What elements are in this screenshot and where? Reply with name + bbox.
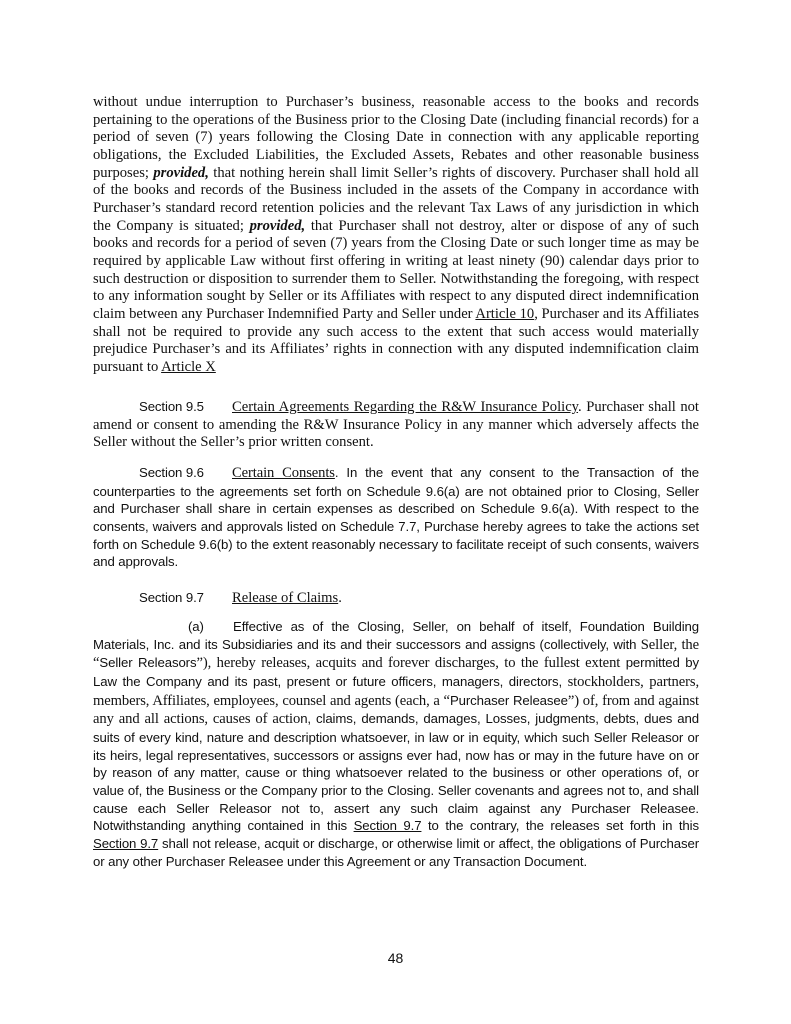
text-run: that nothing herein shall limit Seller’s rights of discovery. Purchaser shall hold all of the books and records of the Business included in the assets of the Company in accordance with Purchaser’s standard record retention policies and the relevant Tax Laws of any jurisdiction in which the Company is situated; — [93, 164, 699, 234]
text-run: Seller, the “ — [93, 636, 700, 672]
text-run: without undue interruption to Purchaser’s business, reasonable access to the books and records pertaining to the operations of the Business prior to the Closing Date (including financial records) for a period of seven (7) years following the Closing Date in connection with any applicable reporting obligations, the Excluded Liabilities, the Excluded Assets, Rebates and other reasonable business purposes; — [93, 94, 699, 181]
section-title: Release of Claims — [232, 590, 339, 606]
text-run: ”), hereby releases, acquits and forever discharges, to the fullest extent — [196, 655, 626, 672]
cross-reference-article-x[interactable]: Article X — [161, 358, 216, 375]
text-run: ”) of, from and against any and all actions, causes of actio — [93, 692, 700, 728]
text-run: n, claims, demands, damages, Losses, judgments, debts, dues and suits of every kind, nature and description whatsoever, in law or in equity, which such Seller Releasor or its heirs, legal representatives, successors or assigns ever had, now has or may in the future have on or by reason of any matter, cause or thing whatsoever related to the business or other operations of, or value of, the Business or the Company prior to the Closing. Seller covenants and agrees not to, and shall cause each Seller Releasor not to, assert any such claim against any Purchaser Releasee. Notwithstanding anything contained in this — [93, 711, 699, 834]
section-title: Certain Consents — [232, 465, 335, 481]
text-run: , Purchaser and its Affiliates shall not be required to provide any such access to the extent that such access would materially prejudice Purchaser’s and its Affiliates’ rights in connection with any disputed indemnification claim pursuant to — [93, 305, 699, 375]
section-9-5 — [93, 398, 699, 452]
section-title: Certain Agreements Regarding the R&W Insurance Policy — [232, 399, 579, 415]
defined-term: Purchaser Releasee — [449, 692, 568, 708]
section-9-6 — [93, 464, 699, 571]
text-run: Effective as of the Closing, Seller, on behalf of itself, Foundation Building Materials, Inc. and its Subsidiaries and its and their successors and assigns (collectively, with — [93, 619, 699, 652]
text-run: shall not release, acquit or discharge, or otherwise limit or affect, the obligations of Purchaser or any other Purchaser Releasee under this Agreement or any Transaction Document. — [93, 835, 700, 869]
cross-reference-article-10[interactable]: Article 10 — [475, 305, 535, 322]
subsection-label: (a) — [188, 619, 204, 634]
text-run: to the contrary, the releases set forth in this — [421, 818, 699, 834]
section-number: Section 9.6 — [139, 465, 204, 480]
section-body: . Purchaser shall not amend or consent to amending the R&W Insurance Policy in any manner which adversely affects the Seller without the Seller’s prior written consent. — [93, 399, 699, 451]
punctuation: . — [338, 590, 342, 606]
emphasis-provided: provided, — [249, 217, 306, 234]
cross-reference-section-9-7[interactable]: Section 9.7 — [353, 818, 422, 834]
text-run: stockholders, partners, members, Affiliates, employees, counsel and agents (each, a “ — [93, 673, 699, 709]
defined-term: Seller Releasors — [99, 655, 197, 671]
text-run: permitted by Law the Company and its past, present or future officers, managers, directors, — [93, 655, 699, 689]
text-run: that Purchaser shall not destroy, alter or dispose of any of such books and records for a period of seven (7) years from the Closing Date or such longer time as may be required by applicable Law without first offering in writing at least ninety (90) calendar days prior to such destruction or disposition to surrender them to Seller. Notwithstanding the foregoing, with respect to any information sought by Seller or its Affiliates with respect to any disputed direct indemnification claim between any Purchaser Indemnified Party and Seller under — [93, 217, 700, 322]
section-number: Section 9.5 — [139, 399, 204, 414]
section-9-7-subsection-a — [93, 618, 699, 870]
page-number: 48 — [387, 950, 404, 966]
cross-reference-section-9-7[interactable]: Section 9.7 — [93, 835, 159, 851]
continued-paragraph — [93, 94, 699, 377]
section-number: Section 9.7 — [139, 590, 204, 605]
section-body: . In the event that any consent to the Transaction of the counterparties to the agreements set forth on Schedule 9.6(a) are not obtained prior to Closing, Seller and Purchaser shall share in certain expenses as described on Schedule 9.6(a). With respect to the consents, waivers and approvals listed on Schedule 7.7, Purchase hereby agrees to take the actions set forth on Schedule 9.6(b) to the extent reasonably necessary to facilitate receipt of such consents, waivers and approvals. — [93, 465, 699, 570]
section-9-7-heading — [93, 589, 699, 608]
emphasis-provided: provided, — [153, 164, 209, 181]
